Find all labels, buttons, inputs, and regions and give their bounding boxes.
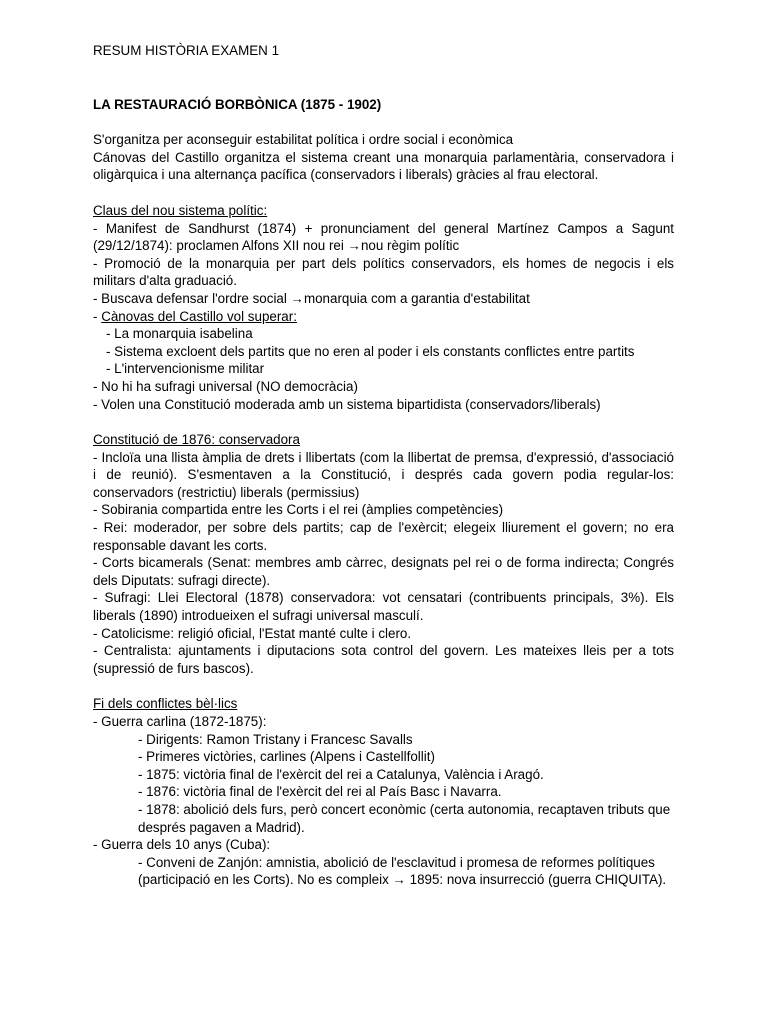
list-item: - Promoció de la monarquia per part dels polítics conservadors, els homes de negocis i els militars d'alta graduació. [93, 255, 674, 289]
list-item: - Incloïa una llista àmplia de drets i llibertats (com la llibertat de premsa, d'expressió, d'associació i de reunió). S'esmentaven a la Constitució, i després cada govern podia regular-los: conservadors (restrictiu) liberals (permissius) [93, 449, 674, 500]
war-title: - Guerra carlina (1872-1875): [93, 714, 267, 729]
war-sub-item: - 1878: abolició dels furs, però concert econòmic (certa autonomia, recaptaven tributs que després pagaven a Madrid). [138, 801, 671, 835]
list-item: - Buscava defensar l'ordre social →monarquia com a garantia d'estabilitat [93, 290, 530, 306]
war-sub-item: - 1876: victòria final de l'exèrcit del rei al País Basc i Navarra. [138, 784, 502, 800]
list-item: - Centralista: ajuntaments i diputacions sota control del govern. Les mateixes lleis per a tots (supressió de furs bascos). [93, 643, 674, 676]
war-title: - Guerra dels 10 anys (Cuba): [93, 837, 271, 853]
document-title: LA RESTAURACIÓ BORBÒNICA (1875 - 1902) [93, 96, 382, 112]
sub-list-item: - Sistema excloent dels partits que no eren al poder i els constants conflictes entre partits [106, 343, 635, 359]
war-sub-item: - Conveni de Zanjón: amnistia, abolició de l'esclavitud i promesa de reformes polítiques (participació en les Corts). No es compleix → 1895: nova insurrecció (guerra CHIQUITA). [138, 854, 667, 888]
section-conflictes [93, 695, 674, 889]
war-sub-item: - 1875: victòria final de l'exèrcit del rei a Catalunya, València i Aragó. [138, 766, 544, 782]
list-item: - Sobirania compartida entre les Corts i el rei (àmplies competències) [93, 502, 504, 518]
document-body [93, 42, 674, 889]
section-heading-conflictes: Fi dels conflictes bèl·lics [93, 696, 238, 712]
list-item-canovas [93, 308, 674, 326]
sub-list-item: - La monarquia isabelina [106, 326, 253, 342]
sub-list-item: - L'intervencionisme militar [106, 361, 265, 377]
list-item: - Rei: moderador, per sobre dels partits; cap de l'exèrcit; elegeix lliurement el govern; no era responsable davant les corts. [93, 520, 674, 553]
canovas-label: Cànovas del Castillo vol superar: [101, 308, 297, 324]
intro-line-2: Cánovas del Castillo organitza el sistema creant una monarquia parlamentària, conservadora i oligàrquica i una alternança pacífica (conservadors i liberals) gràcies al frau electoral. [93, 149, 674, 183]
war-sub-item: - Dirigents: Ramon Tristany i Francesc Savalls [138, 731, 413, 747]
canovas-prefix: - [93, 308, 102, 324]
section-claus [93, 202, 674, 413]
intro-block [93, 131, 674, 184]
section-heading-claus: Claus del nou sistema polític: [93, 202, 268, 218]
list-item: - Corts bicamerals (Senat: membres amb càrrec, designats pel rei o de forma indirecta; Congrés dels Diputats: sufragi directe). [93, 555, 674, 588]
list-item: - No hi ha sufragi universal (NO democràcia) [93, 378, 358, 394]
war-sub-item: - Primeres victòries, carlines (Alpens i Castellfollit) [138, 749, 435, 765]
list-item: - Manifest de Sandhurst (1874) + pronunciament del general Martínez Campos a Sagunt (29/12/1874): proclamen Alfons XII nou rei →nou règim polític [93, 220, 674, 254]
intro-line-1: S'organitza per aconseguir estabilitat política i ordre social i econòmica [93, 132, 514, 148]
list-item: - Sufragi: Llei Electoral (1878) conservadora: vot censatari (contribuents principals, 3%). Els liberals (1890) introdueixen el sufragi universal masculí. [93, 590, 674, 624]
section-heading-constitucio: Constitució de 1876: conservadora [93, 432, 300, 448]
section-constitucio [93, 431, 674, 677]
list-item: - Volen una Constitució moderada amb un sistema bipartidista (conservadors/liberals) [93, 396, 601, 412]
list-item: - Catolicisme: religió oficial, l'Estat manté culte i clero. [93, 625, 412, 641]
document-header: RESUM HISTÒRIA EXAMEN 1 [93, 43, 280, 58]
